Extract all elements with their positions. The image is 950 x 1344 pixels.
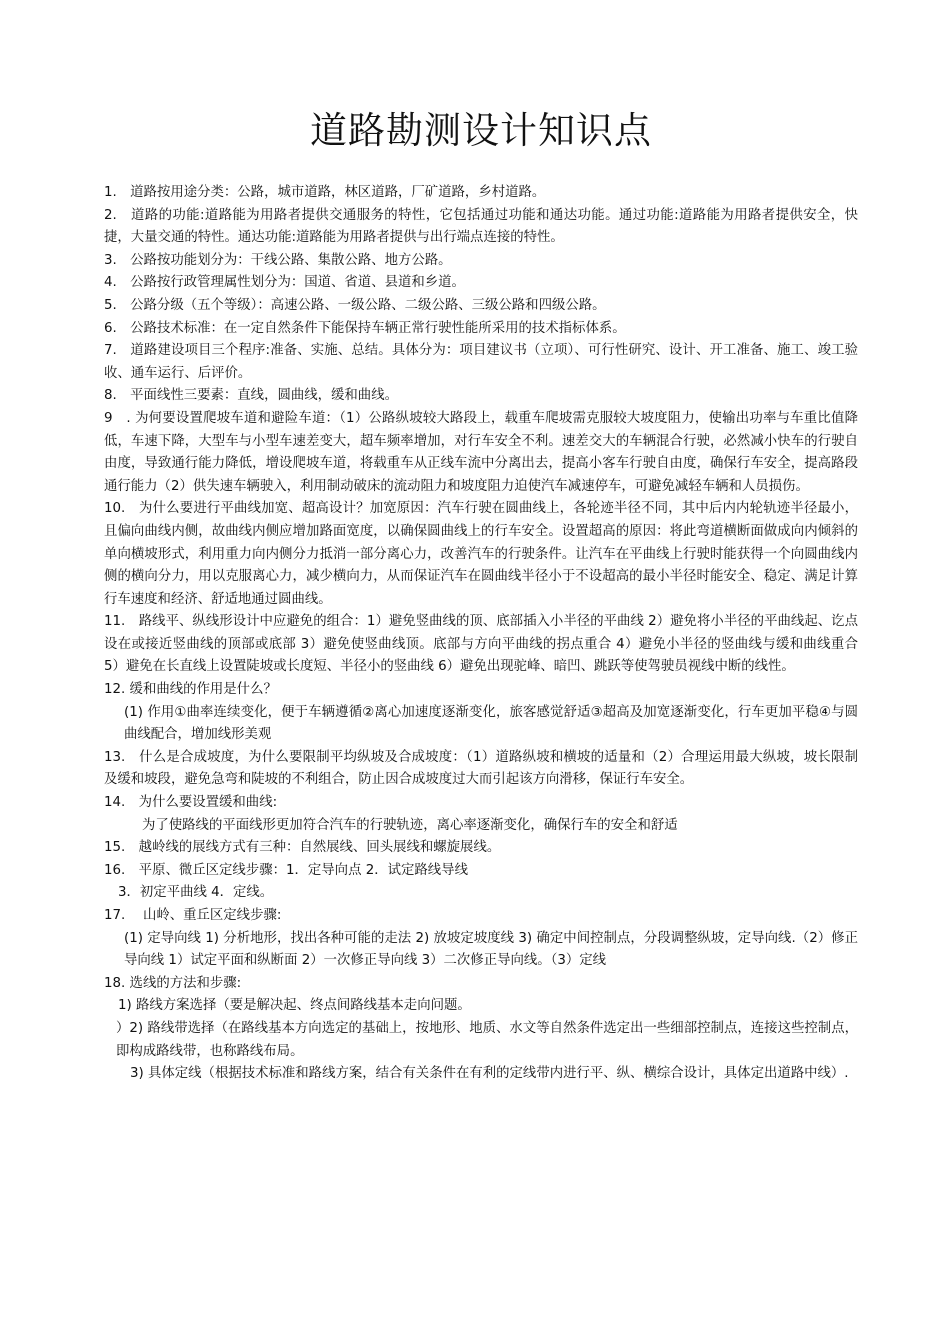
paragraph-2: 2. 道路的功能:道路能为用路者提供交通服务的特性，它包括通过功能和通达功能。通过功能:道路能为用路者提供安全，快捷，大量交通的特性。通达功能:道路能为用路者提供与出行端点连接的特性。 xyxy=(104,207,858,246)
paragraph-15: 15. 越岭线的展线方式有三种：自然展线、回头展线和螺旋展线。 xyxy=(104,840,501,856)
paragraph-8: 8. 平面线性三要素：直线，圆曲线，缓和曲线。 xyxy=(104,388,398,404)
paragraph-10: 10. 为什么要进行平曲线加宽、超高设计？加宽原因：汽车行驶在圆曲线上，各轮迹半径不同，其中后内内轮轨迹半径最小，且偏向曲线内侧，故曲线内侧应增加路面宽度，以确保圆曲线上的行车安全。设置超高的原因：将此弯道横断面做成向内倾斜的单向横坡形式，利用重力向内侧分力抵消一部分离心力，改善汽车的行驶条件。让汽车在平曲线上行驶时能获得一个向圆曲线内侧的横向分力，用以克服离心力，减少横向力，从而保证汽车在圆曲线半径小于不设超高的最小半径时能安全、稳定、满足计算行车速度和经济、舒适地通过圆曲线。 xyxy=(104,501,858,607)
paragraph-18-step-3: 3) 具体定线（根据技术标准和路线方案，结合有关条件在有利的定线带内进行平、纵、横综合设计，具体定出道路中线）. xyxy=(130,1066,849,1082)
paragraph-9: 9 . 为何要设置爬坡车道和避险车道：（1）公路纵坡较大路段上，载重车爬坡需克服较大坡度阻力，使输出功率与车重比值降低，车速下降，大型车与小型车速差变大，超车频率增加，对行车安全不利。速差交大的车辆混合行驶，必然减小快车的行驶自由度，导致通行能力降低，增设爬坡车道，将载重车从正线车流中分离出去，提高小客车行驶自由度，确保行车安全，提高路段通行能力（2）供失速车辆驶入，利用制动破床的流动阻力和坡度阻力迫使汽车减速停车，可避免减轻车辆和人员损伤。 xyxy=(104,410,858,494)
paragraph-12-question: 12. 缓和曲线的作用是什么？ xyxy=(104,682,277,698)
paragraph-18-step-2: ）2) 路线带选择（在路线基本方向选定的基础上，按地形、地质、水文等自然条件选定出一些细部控制点，连接这些控制点，即构成路线带，也称路线布局。 xyxy=(116,1020,858,1059)
paragraph-17-question: 17. 山岭、重丘区定线步骤: xyxy=(104,908,282,923)
paragraph-18-question: 18. 选线的方法和步骤: xyxy=(104,975,242,991)
paragraph-14-question: 14. 为什么要设置缓和曲线: xyxy=(104,795,278,811)
paragraph-5: 5. 公路分级（五个等级）：高速公路、一级公路、二级公路、三级公路和四级公路。 xyxy=(104,297,606,313)
paragraph-3: 3. 公路按功能划分为：干线公路、集散公路、地方公路。 xyxy=(104,252,452,268)
paragraph-16-continued: 3．初定平曲线 4．定线。 xyxy=(118,885,274,901)
paragraph-18-step-1: 1) 路线方案选择（要是解决起、终点间路线基本走向问题。 xyxy=(118,998,471,1014)
paragraph-6: 6. 公路技术标准：在一定自然条件下能保持车辆正常行驶性能所采用的技术指标体系。 xyxy=(104,320,626,336)
paragraph-1: 1. 道路按用途分类：公路，城市道路，林区道路，厂矿道路，乡村道路。 xyxy=(104,185,546,200)
paragraph-16: 16. 平原、微丘区定线步骤：1．定导向点 2．试定路线导线 xyxy=(104,862,468,878)
document-title: 道路勘测设计知识点 xyxy=(310,109,652,152)
paragraph-11: 11. 路线平、纵线形设计中应避免的组合：1）避免竖曲线的顶、底部插入小半径的平曲线 2）避免将小半径的平曲线起、讫点设在或接近竖曲线的顶部或底部 3）避免使竖曲线顶。底部与方向平曲线的拐点重合 4）避免小半径的竖曲线与缓和曲线重合 5）避免在长直线上设置陡坡或长度短、半径小的竖曲线 6）避免出现驼峰、暗凹、跳跃等使驾驶员视线中断的线性。 xyxy=(104,614,858,675)
paragraph-12-answer: (1) 作用①曲率连续变化，便于车辆遵循②离心加速度逐渐变化，旅客感觉舒适③超高及加宽逐渐变化，行车更加平稳④与圆曲线配合，增加线形美观 xyxy=(124,704,858,743)
paragraph-14-answer: 为了使路线的平面线形更加符合汽车的行驶轨迹，离心率逐渐变化，确保行车的安全和舒适 xyxy=(142,817,678,833)
paragraph-13: 13. 什么是合成坡度，为什么要限制平均纵坡及合成坡度：（1）道路纵坡和横坡的适量和（2）合理运用最大纵坡，坡长限制及缓和坡段，避免急弯和陡坡的不利组合，防止因合成坡度过大而引起该方向滑移，保证行车安全。 xyxy=(104,749,858,788)
paragraph-17-answer: (1) 定导向线 1) 分析地形，找出各种可能的走法 2) 放坡定坡度线 3) 确定中间控制点，分段调整纵坡，定导向线.（2）修正导向线 1）试定平面和纵断面 2）一次修正导向线 3）二次修正导向线。（3）定线 xyxy=(124,930,858,969)
paragraph-7: 7. 道路建设项目三个程序:准备、实施、总结。具体分为：项目建议书（立项）、可行性研究、设计、开工准备、施工、竣工验收、通车运行、后评价。 xyxy=(104,343,858,381)
document-body xyxy=(104,182,858,1086)
paragraph-4: 4. 公路按行政管理属性划分为：国道、省道、县道和乡道。 xyxy=(104,275,465,291)
